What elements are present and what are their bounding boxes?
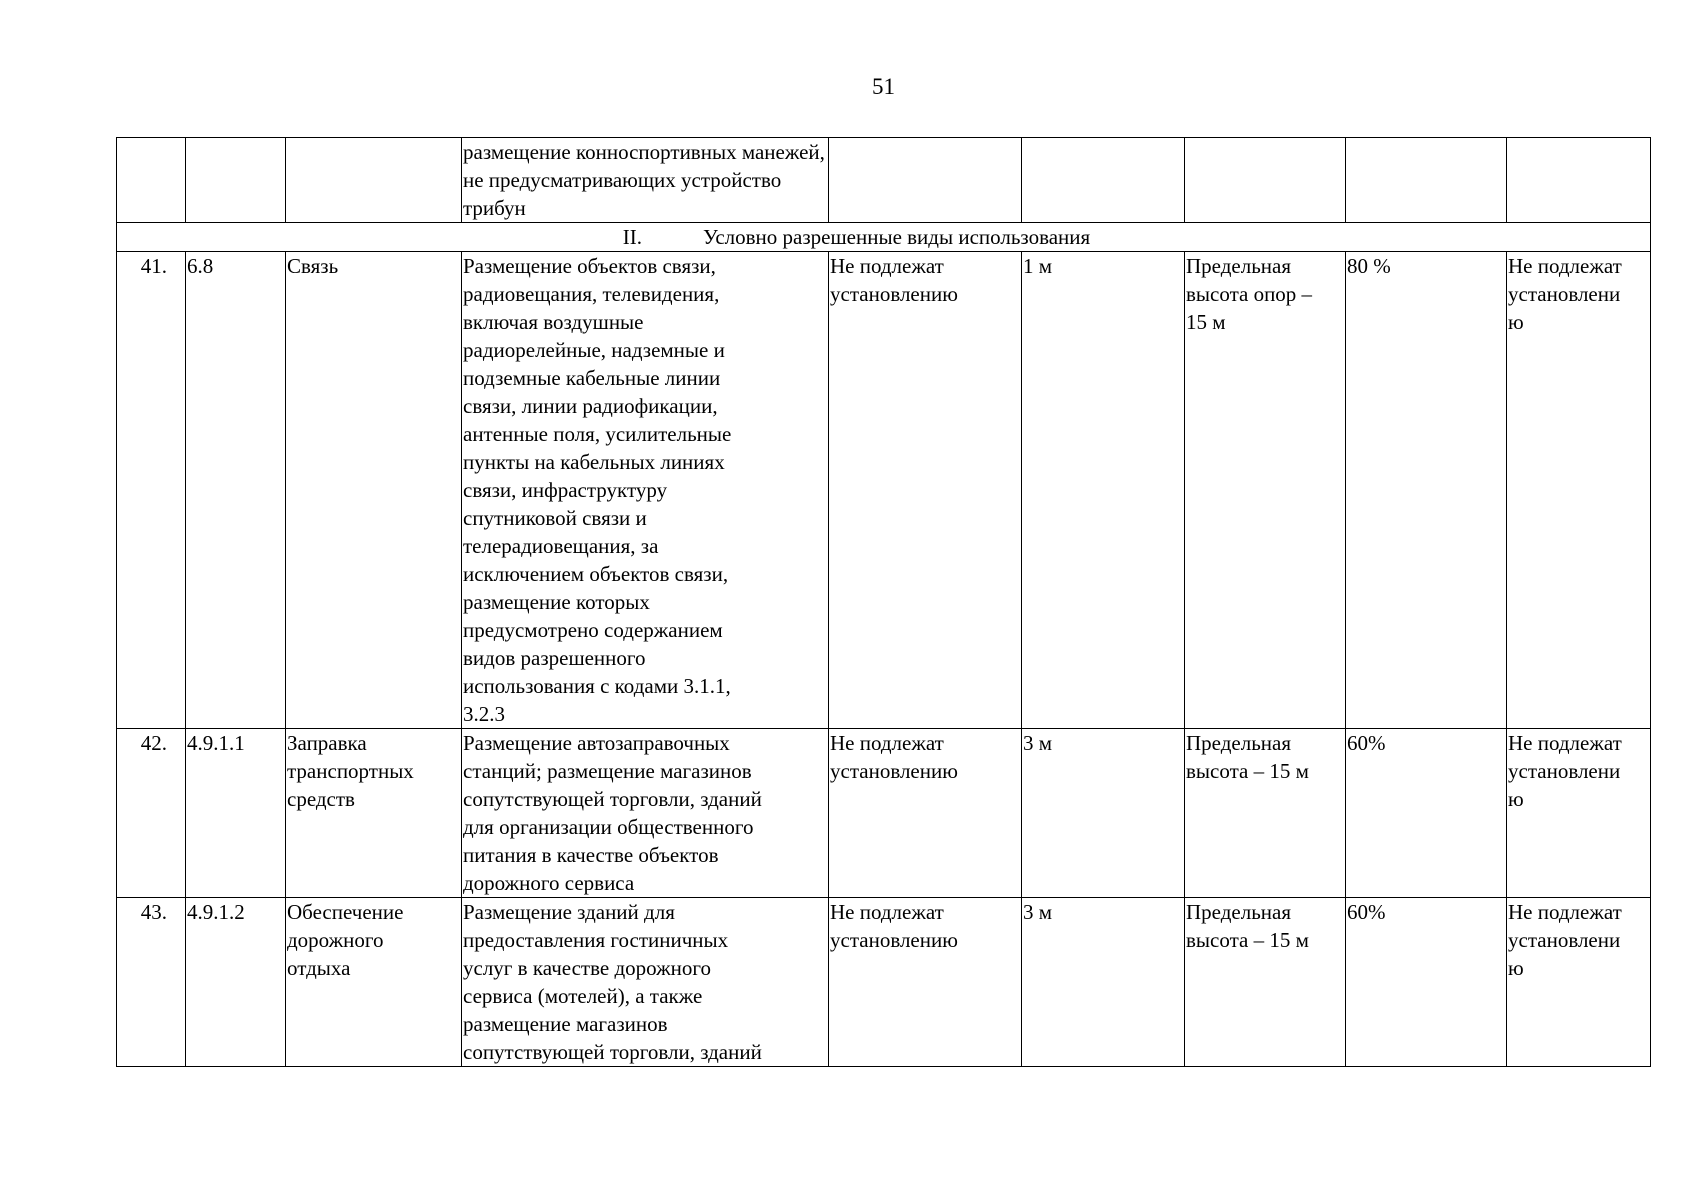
- table-row: [117, 729, 1651, 898]
- cell-other: [1507, 138, 1651, 223]
- cell-name: [286, 138, 462, 223]
- cell-area: Не подлежат установлению: [829, 252, 1022, 729]
- cell-num: [117, 138, 186, 223]
- cell-coverage: 60%: [1346, 729, 1507, 898]
- cell-description: Размещение зданий для предоставления гостиничных услуг в качестве дорожного сервиса (мотелей), а также размещение магазинов сопутствующей торговли, зданий: [462, 898, 829, 1067]
- cell-setback: 1 м: [1022, 252, 1185, 729]
- cell-area: Не подлежат установлению: [829, 729, 1022, 898]
- cell-height: Предельная высота опор – 15 м: [1185, 252, 1346, 729]
- cell-other: Не подлежат установлени ю: [1507, 729, 1651, 898]
- page-number: 51: [872, 74, 895, 99]
- cell-other: Не подлежат установлени ю: [1507, 898, 1651, 1067]
- cell-description: размещение конноспортивных манежей, не предусматривающих устройство трибун: [462, 138, 829, 223]
- cell-setback: [1022, 138, 1185, 223]
- cell-other: Не подлежат установлени ю: [1507, 252, 1651, 729]
- cell-coverage: [1346, 138, 1507, 223]
- cell-code: [186, 138, 286, 223]
- table-row: [117, 898, 1651, 1067]
- cell-name: Заправка транспортных средств: [286, 729, 462, 898]
- section-row: [117, 223, 1651, 252]
- cell-name: Связь: [286, 252, 462, 729]
- cell-num: 41.: [117, 252, 186, 729]
- section-heading: [117, 223, 1651, 252]
- cell-coverage: 80 %: [1346, 252, 1507, 729]
- cell-name: Обеспечение дорожного отдыха: [286, 898, 462, 1067]
- cell-setback: 3 м: [1022, 898, 1185, 1067]
- cell-description: Размещение автозаправочных станций; размещение магазинов сопутствующей торговли, зданий для организации общественного питания в качестве объектов дорожного сервиса: [462, 729, 829, 898]
- table-row: [117, 252, 1651, 729]
- cell-height: [1185, 138, 1346, 223]
- section-title: Условно разрешенные виды использования: [703, 225, 1091, 249]
- land-use-table: [116, 137, 1651, 1067]
- cell-code: 6.8: [186, 252, 286, 729]
- table-row-continuation: [117, 138, 1651, 223]
- cell-num: 43.: [117, 898, 186, 1067]
- cell-height: Предельная высота – 15 м: [1185, 898, 1346, 1067]
- cell-area: [829, 138, 1022, 223]
- cell-description: Размещение объектов связи, радиовещания, телевидения, включая воздушные радиорелейные, надземные и подземные кабельные линии связи, линии радиофикации, антенные поля, усилительные пункты на кабельных линиях связи, инфраструктуру спутниковой связи и телерадиовещания, за исключением объектов связи, размещение которых предусмотрено содержанием видов разрешенного использования с кодами 3.1.1, 3.2.3: [462, 252, 829, 729]
- cell-area: Не подлежат установлению: [829, 898, 1022, 1067]
- cell-num: 42.: [117, 729, 186, 898]
- cell-setback: 3 м: [1022, 729, 1185, 898]
- cell-code: 4.9.1.2: [186, 898, 286, 1067]
- cell-coverage: 60%: [1346, 898, 1507, 1067]
- cell-code: 4.9.1.1: [186, 729, 286, 898]
- section-number: II.: [622, 225, 642, 249]
- cell-height: Предельная высота – 15 м: [1185, 729, 1346, 898]
